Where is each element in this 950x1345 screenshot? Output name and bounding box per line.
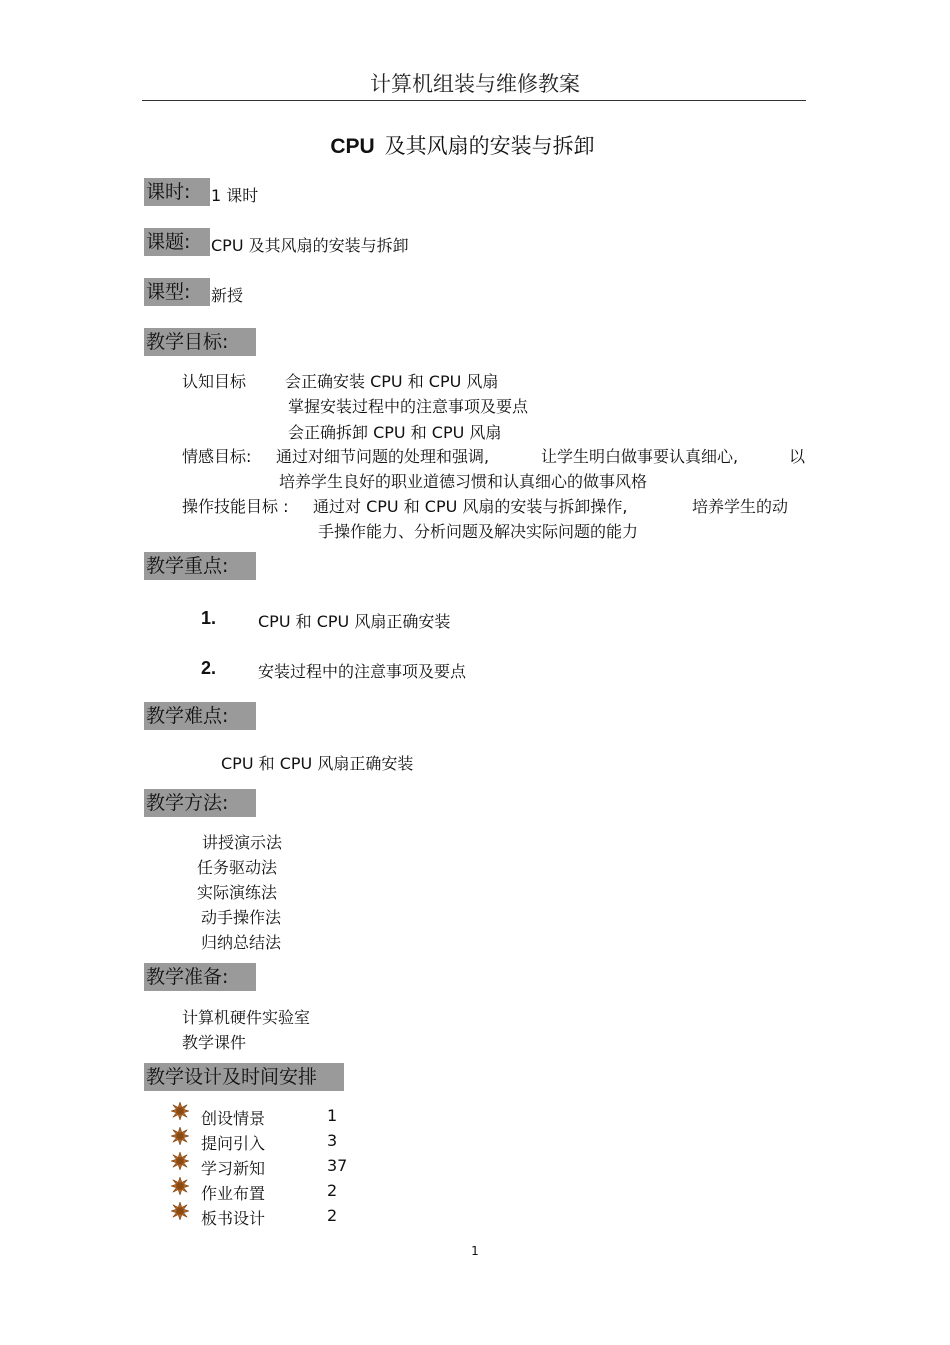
sunburst-bullet-icon <box>171 1127 189 1145</box>
method-item: 实际演练法 <box>197 883 278 902</box>
schedule-label: 教学设计及时间安排 <box>144 1063 344 1091</box>
cognitive-objective-item: 会正确拆卸 CPU 和 CPU 风扇 <box>288 423 502 442</box>
schedule-item-name: 板书设计 <box>201 1209 266 1228</box>
schedule-item-minutes: 2 <box>327 1181 338 1200</box>
skill-objective-text: 通过对 CPU 和 CPU 风扇的安装与拆卸操作, <box>313 497 628 516</box>
schedule-item-minutes: 37 <box>327 1156 348 1175</box>
lesson-type-label: 课型: <box>144 278 210 306</box>
key-points-label: 教学重点: <box>144 552 256 580</box>
sunburst-bullet-icon <box>171 1177 189 1195</box>
schedule-item-name: 学习新知 <box>201 1159 266 1178</box>
preparation-label: 教学准备: <box>144 963 256 991</box>
method-item: 任务驱动法 <box>197 858 278 877</box>
method-item: 归纳总结法 <box>201 933 282 952</box>
document-title-rest: 及其风扇的安装与拆卸 <box>384 134 595 158</box>
method-item: 讲授演示法 <box>202 833 283 852</box>
key-point-text: 安装过程中的注意事项及要点 <box>258 662 467 681</box>
header-divider <box>142 100 806 101</box>
schedule-item-name: 创设情景 <box>201 1109 266 1128</box>
lesson-hours-value: 1 课时 <box>211 186 259 205</box>
difficulty-text: CPU 和 CPU 风扇正确安装 <box>221 754 414 773</box>
document-title-cpu: CPU <box>330 135 375 158</box>
cognitive-objective-item: 会正确安装 CPU 和 CPU 风扇 <box>285 372 499 391</box>
methods-label: 教学方法: <box>144 789 256 817</box>
emotional-objective-text: 通过对细节问题的处理和强调, <box>276 447 490 466</box>
difficulties-label: 教学难点: <box>144 702 256 730</box>
key-point-text: CPU 和 CPU 风扇正确安装 <box>258 612 451 631</box>
sunburst-bullet-icon <box>171 1202 189 1220</box>
skill-objective-text: 培养学生的动 <box>692 497 789 516</box>
skill-objective-label: 操作技能目标 : <box>182 497 289 516</box>
emotional-objective-label: 情感目标: <box>182 447 252 466</box>
topic-label: 课题: <box>144 228 210 256</box>
key-point-number: 2. <box>201 658 217 678</box>
emotional-objective-text: 培养学生良好的职业道德习惯和认真细心的做事风格 <box>279 472 648 491</box>
schedule-item-minutes: 2 <box>327 1206 338 1225</box>
page-header-title: 计算机组装与维修教案 <box>370 72 580 96</box>
document-title <box>0 130 925 160</box>
sunburst-bullet-icon <box>171 1102 189 1120</box>
emotional-objective-text: 以 <box>789 447 806 466</box>
objectives-label: 教学目标: <box>144 328 256 356</box>
cognitive-objective-item: 掌握安装过程中的注意事项及要点 <box>288 397 529 416</box>
emotional-objective-text: 让学生明白做事要认真细心, <box>541 447 739 466</box>
schedule-item-name: 作业布置 <box>201 1184 266 1203</box>
skill-objective-text: 手操作能力、分析问题及解决实际问题的能力 <box>318 522 639 541</box>
lesson-type-value: 新授 <box>211 286 244 305</box>
sunburst-bullet-icon <box>171 1152 189 1170</box>
schedule-item-minutes: 1 <box>327 1106 338 1125</box>
key-point-number: 1. <box>201 608 217 628</box>
method-item: 动手操作法 <box>201 908 282 927</box>
preparation-item: 计算机硬件实验室 <box>182 1008 311 1027</box>
schedule-item-minutes: 3 <box>327 1131 338 1150</box>
lesson-hours-label: 课时: <box>144 178 210 206</box>
topic-value: CPU 及其风扇的安装与拆卸 <box>211 236 409 255</box>
preparation-item: 教学课件 <box>182 1033 247 1052</box>
schedule-item-name: 提问引入 <box>201 1134 266 1153</box>
page-number: 1 <box>471 1244 479 1258</box>
cognitive-objective-label: 认知目标 <box>182 372 247 391</box>
